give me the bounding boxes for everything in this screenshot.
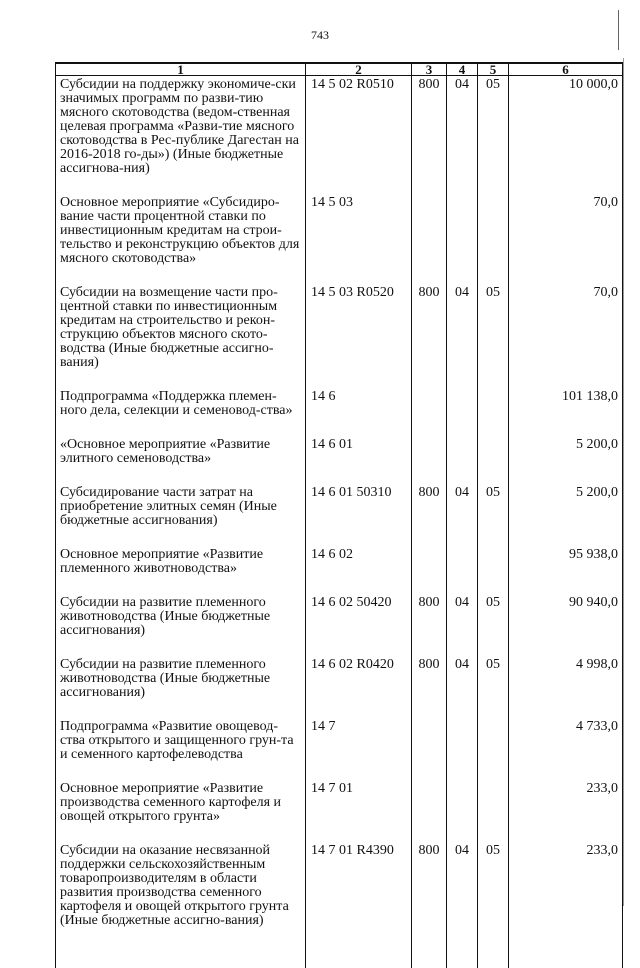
row-amount-cell: 5 200,0: [509, 438, 623, 486]
row-amount-cell: 70,0: [509, 196, 623, 286]
row-section-cell: [447, 438, 478, 486]
row-subsection-cell: 05: [478, 486, 509, 548]
column-header: 4: [447, 63, 478, 76]
row-section-cell: [447, 390, 478, 438]
row-amount-cell: 70,0: [509, 286, 623, 390]
scan-edge-line: [623, 58, 624, 906]
row-type-cell: [412, 438, 447, 486]
scan-edge-line: [618, 10, 619, 50]
column-header: 2: [306, 63, 412, 76]
row-type-cell: 800: [412, 486, 447, 548]
row-code-cell: 14 5 03 R0520: [306, 286, 412, 390]
budget-table: [55, 62, 623, 968]
row-type-cell: [412, 720, 447, 782]
row-section-cell: 04: [447, 486, 478, 548]
row-name-cell: Основное мероприятие «Развитие производства семенного картофеля и овощей открытого грунта»: [56, 782, 306, 844]
row-amount-cell: 95 938,0: [509, 548, 623, 596]
row-section-cell: [447, 548, 478, 596]
table-row: [56, 390, 623, 438]
row-code-cell: 14 6 01 50310: [306, 486, 412, 548]
row-amount-cell: 10 000,0: [509, 76, 623, 197]
row-subsection-cell: [478, 196, 509, 286]
row-subsection-cell: [478, 548, 509, 596]
row-name-cell: Субсидии на оказание несвязанной поддержки сельскохозяйственным товаропроизводителям в области развития производства семенного картофеля и овощей открытого грунта (Иные бюджетные ассигно-вания): [56, 844, 306, 968]
row-name-cell: Субсидии на развитие племенного животноводства (Иные бюджетные ассигнования): [56, 658, 306, 720]
row-amount-cell: 5 200,0: [509, 486, 623, 548]
row-subsection-cell: [478, 782, 509, 844]
row-code-cell: 14 7: [306, 720, 412, 782]
column-header: 1: [56, 63, 306, 76]
table-row: [56, 486, 623, 548]
row-type-cell: 800: [412, 76, 447, 197]
row-section-cell: 04: [447, 658, 478, 720]
row-code-cell: 14 7 01 R4390: [306, 844, 412, 968]
column-header: 6: [509, 63, 623, 76]
row-amount-cell: 90 940,0: [509, 596, 623, 658]
row-name-cell: Субсидии на развитие племенного животноводства (Иные бюджетные ассигнования): [56, 596, 306, 658]
row-name-cell: Основное мероприятие «Субсидиро-вание части процентной ставки по инвестиционным кредитам на строи-тельство и реконструкцию объектов для мясного скотоводства»: [56, 196, 306, 286]
table-row: [56, 286, 623, 390]
row-code-cell: 14 5 02 R0510: [306, 76, 412, 197]
row-subsection-cell: [478, 390, 509, 438]
table-row: [56, 782, 623, 844]
row-subsection-cell: 05: [478, 658, 509, 720]
row-subsection-cell: 05: [478, 596, 509, 658]
column-header: 5: [478, 63, 509, 76]
row-amount-cell: 4 998,0: [509, 658, 623, 720]
row-subsection-cell: 05: [478, 844, 509, 968]
row-section-cell: [447, 782, 478, 844]
row-type-cell: [412, 390, 447, 438]
table-row: [56, 76, 623, 197]
row-section-cell: [447, 720, 478, 782]
row-code-cell: 14 6 01: [306, 438, 412, 486]
row-section-cell: 04: [447, 76, 478, 197]
row-name-cell: Субсидии на возмещение части про-центной ставки по инвестиционным кредитам на строительство и рекон-струкцию объектов мясного ското-водства (Иные бюджетные ассигно-вания): [56, 286, 306, 390]
row-name-cell: Подпрограмма «Развитие овощевод-ства открытого и защищенного грун-та и семенного картофелеводства: [56, 720, 306, 782]
row-amount-cell: 233,0: [509, 844, 623, 968]
row-type-cell: 800: [412, 286, 447, 390]
row-subsection-cell: 05: [478, 286, 509, 390]
table-row: [56, 196, 623, 286]
row-name-cell: Основное мероприятие «Развитие племенного животноводства»: [56, 548, 306, 596]
column-header: 3: [412, 63, 447, 76]
table-row: [56, 438, 623, 486]
row-type-cell: [412, 782, 447, 844]
row-type-cell: [412, 196, 447, 286]
row-name-cell: Субсидии на поддержку экономиче-ски значимых программ по разви-тию мясного скотоводства (ведом-ственная целевая программа «Разви-тие мясного скотоводства в Рес-публике Дагестан на 2016-2018 го-ды») (Иные бюджетные ассигнова-ния): [56, 76, 306, 197]
row-code-cell: 14 6 02 R0420: [306, 658, 412, 720]
table-row: [56, 596, 623, 658]
table-row: [56, 720, 623, 782]
row-subsection-cell: [478, 438, 509, 486]
table-row: [56, 844, 623, 968]
row-section-cell: 04: [447, 286, 478, 390]
row-name-cell: Субсидирование части затрат на приобретение элитных семян (Иные бюджетные ассигнования): [56, 486, 306, 548]
row-subsection-cell: [478, 720, 509, 782]
row-type-cell: 800: [412, 844, 447, 968]
row-section-cell: 04: [447, 596, 478, 658]
row-amount-cell: 4 733,0: [509, 720, 623, 782]
row-code-cell: 14 6: [306, 390, 412, 438]
row-section-cell: [447, 196, 478, 286]
row-type-cell: 800: [412, 596, 447, 658]
row-type-cell: [412, 548, 447, 596]
row-code-cell: 14 5 03: [306, 196, 412, 286]
page-number: 743: [311, 28, 329, 42]
row-name-cell: «Основное мероприятие «Развитие элитного семеноводства»: [56, 438, 306, 486]
row-subsection-cell: 05: [478, 76, 509, 197]
row-name-cell: Подпрограмма «Поддержка племен-ного дела, селекции и семеновод-ства»: [56, 390, 306, 438]
table-row: [56, 658, 623, 720]
row-code-cell: 14 6 02: [306, 548, 412, 596]
row-amount-cell: 233,0: [509, 782, 623, 844]
row-amount-cell: 101 138,0: [509, 390, 623, 438]
table-row: [56, 548, 623, 596]
row-type-cell: 800: [412, 658, 447, 720]
row-section-cell: 04: [447, 844, 478, 968]
row-code-cell: 14 7 01: [306, 782, 412, 844]
row-code-cell: 14 6 02 50420: [306, 596, 412, 658]
table-header-row: [56, 63, 623, 76]
